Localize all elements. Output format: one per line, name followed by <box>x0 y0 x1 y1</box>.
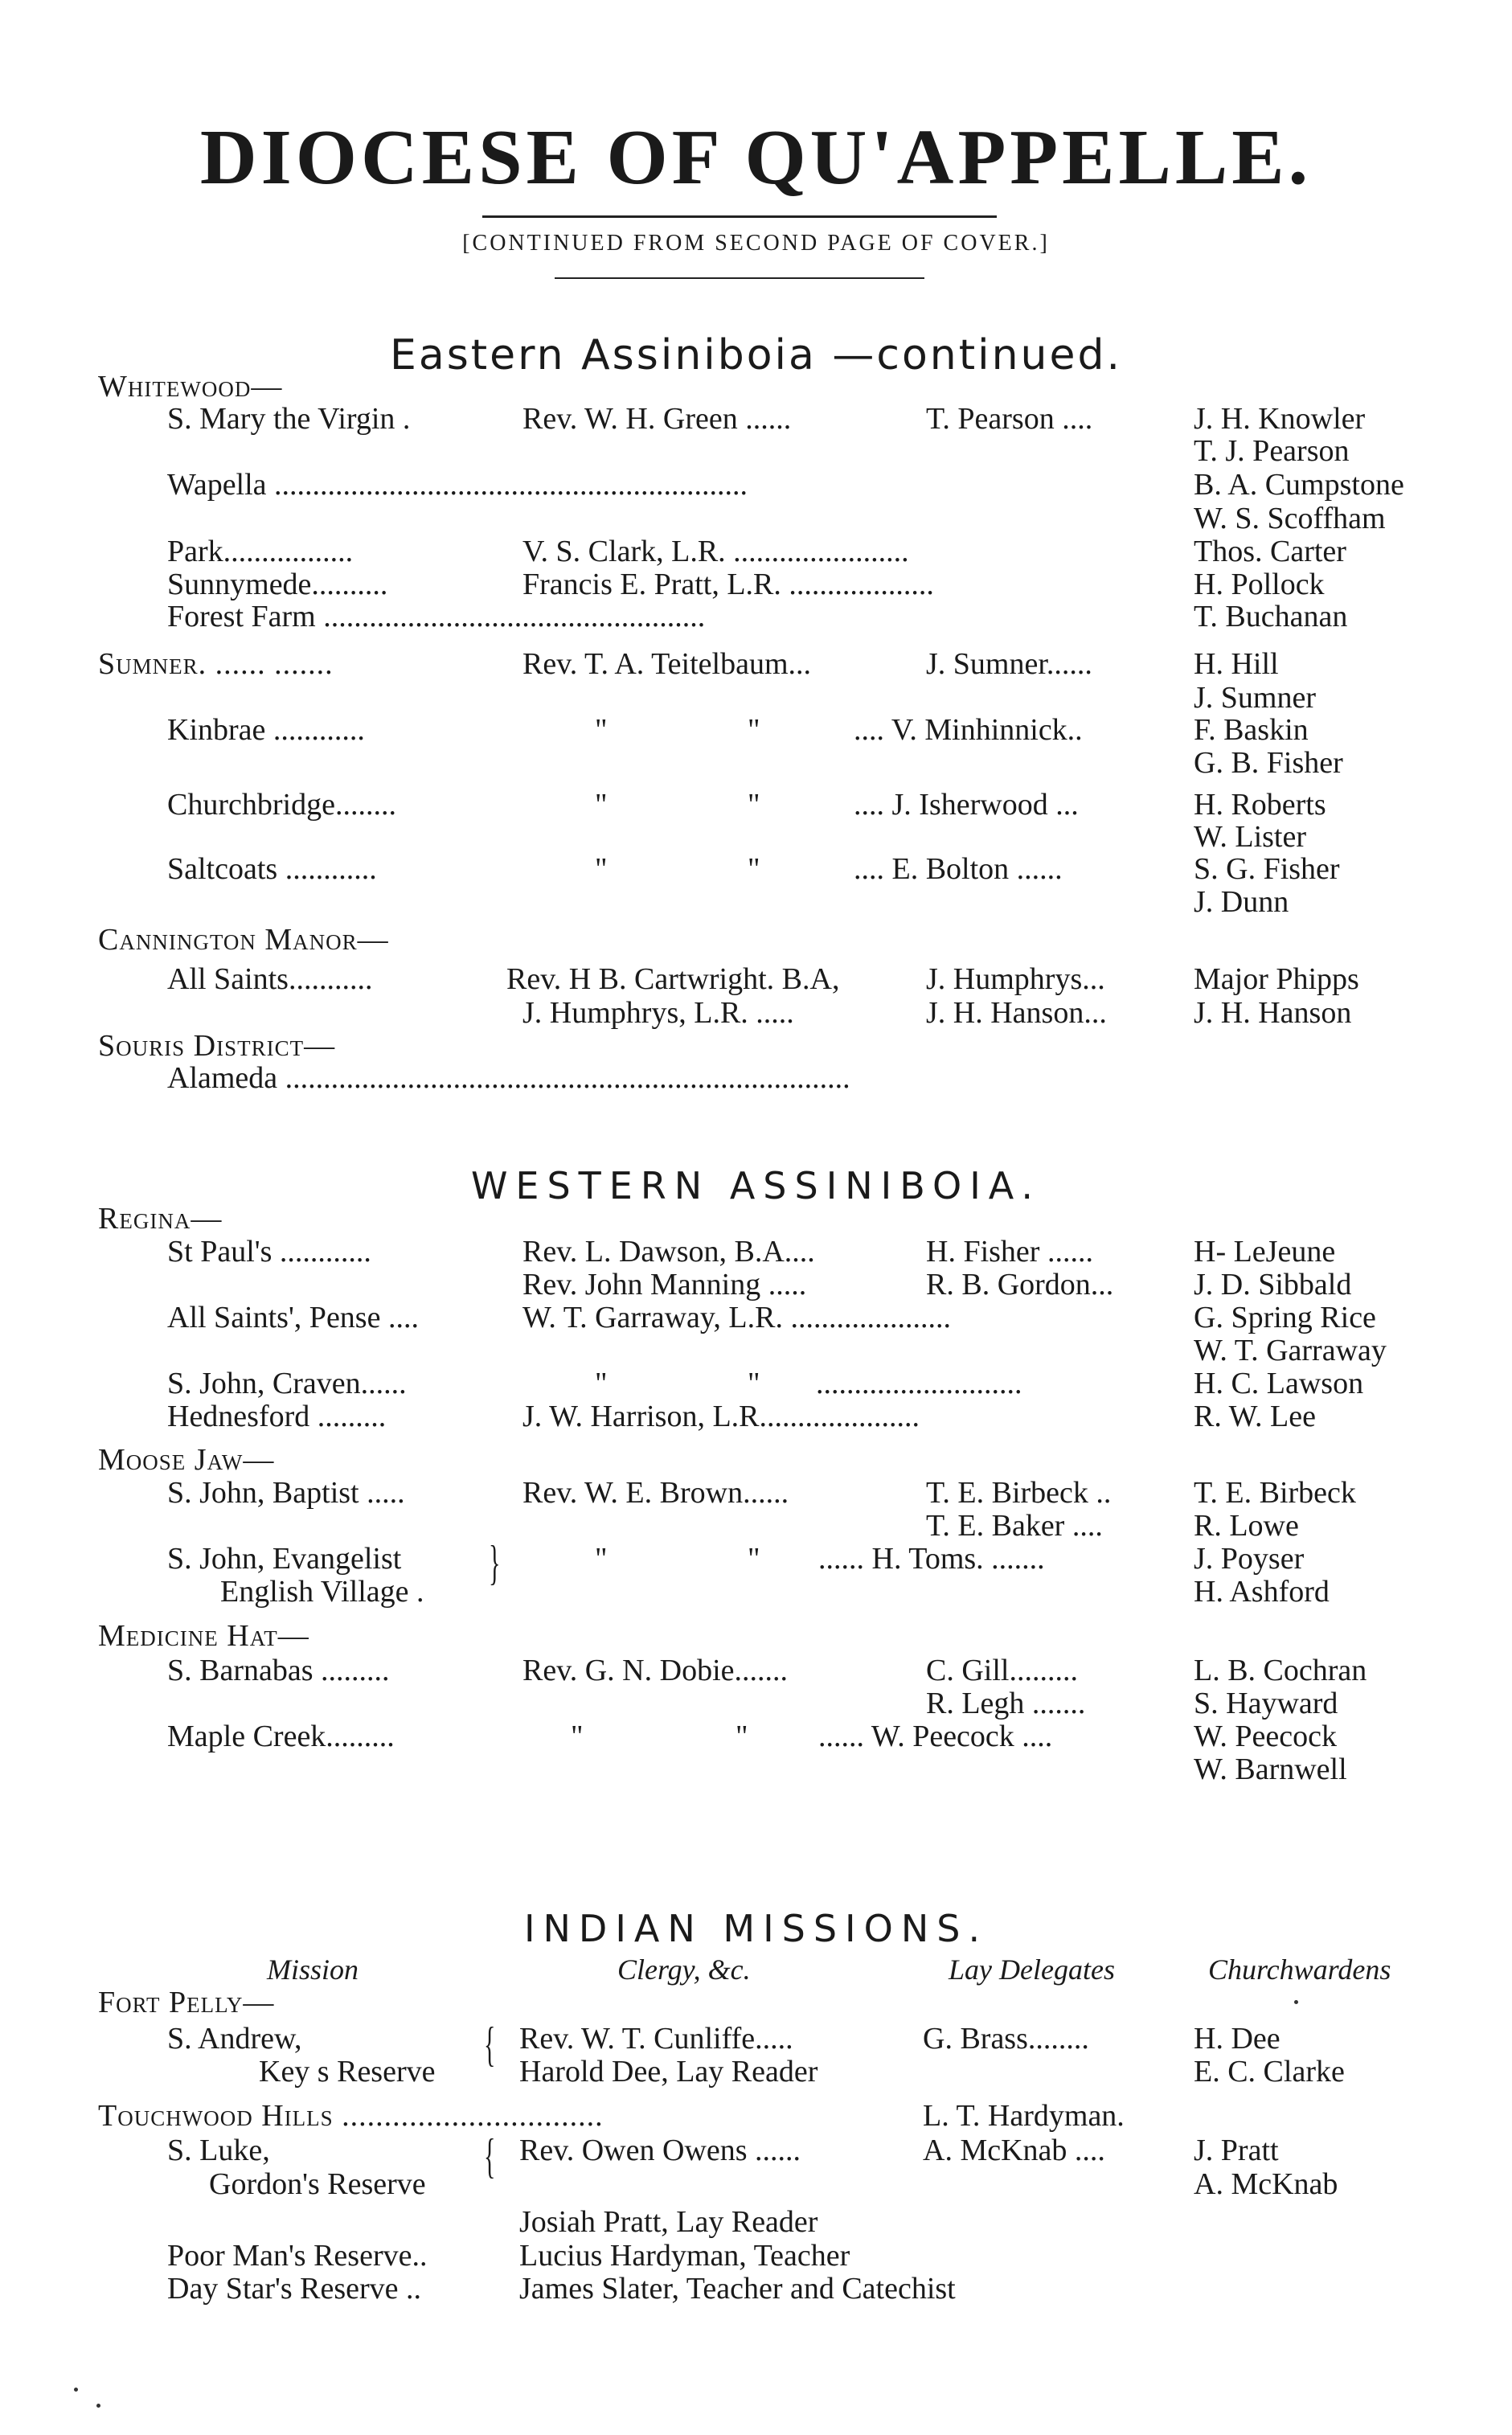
warden-hanson: J. H. Hanson <box>1194 996 1352 1030</box>
brace: } <box>489 1536 501 1589</box>
warden-english-village: H. Ashford <box>1194 1575 1330 1609</box>
section-western-heading: WESTERN ASSINIBOIA. <box>470 1164 1042 1207</box>
warden-saltcoats-1: S. G. Fisher <box>1194 852 1340 886</box>
mission-gordons-reserve: Gordon's Reserve <box>209 2167 426 2201</box>
lay-evangelist: ...... H. Toms. ....... <box>818 1542 1045 1576</box>
district-fort-pelly: Fort Pelly— <box>98 1986 275 2019</box>
warden-churchbridge-2: W. Lister <box>1194 820 1307 854</box>
parish-sunnymede: Sunnymede.......... <box>167 568 388 601</box>
parish-craven: S. John, Craven...... <box>167 1367 407 1400</box>
ditto-mark: " <box>595 1367 608 1400</box>
parish-all-saints-pense: All Saints', Pense .... <box>167 1301 419 1334</box>
warden-baptist-2: R. Lowe <box>1194 1509 1299 1543</box>
clergy-sumner: Rev. T. A. Teitelbaum... <box>522 647 811 681</box>
lay-saltcoats: .... E. Bolton ...... <box>854 852 1063 886</box>
lay-touchwood: L. T. Hardyman. <box>923 2099 1125 2133</box>
warden-wapella-1: B. A. Cumpstone <box>1194 468 1404 502</box>
lay-churchbridge: .... J. Isherwood ... <box>854 788 1079 822</box>
warden-s-andrew: H. Dee <box>1194 2022 1280 2056</box>
parish-all-saints: All Saints........... <box>167 962 373 996</box>
clergy-hednesford: J. W. Harrison, L.R..................... <box>522 1400 920 1433</box>
district-touchwood-hills: Touchwood Hills ............................... <box>98 2099 604 2133</box>
leader-dots: ........................... <box>816 1367 1022 1400</box>
warden-wapella-2: W. S. Scoffham <box>1194 502 1386 535</box>
district-sumner: Sumner. ...... ....... <box>98 647 334 681</box>
print-speck <box>96 2404 100 2408</box>
parish-kinbrae: Kinbrae ............ <box>167 713 365 747</box>
lay-all-saints: J. Humphrys... <box>926 962 1105 996</box>
parish-maple-creek: Maple Creek......... <box>167 1720 395 1753</box>
warden-sunnymede: H. Pollock <box>1194 568 1325 601</box>
print-speck <box>74 2388 78 2392</box>
lay-baptist-1: T. E. Birbeck .. <box>926 1476 1112 1510</box>
warden-s-luke: J. Pratt <box>1194 2134 1279 2167</box>
lay-gordon: R. B. Gordon... <box>926 1268 1114 1302</box>
ditto-mark: " <box>748 788 760 822</box>
parish-churchbridge: Churchbridge........ <box>167 788 396 822</box>
continued-note: [CONTINUED FROM SECOND PAGE OF COVER.] <box>462 231 1050 256</box>
clergy-humphrys: J. Humphrys, L.R. ..... <box>522 996 794 1030</box>
clergy-s-luke: Rev. Owen Owens ...... <box>519 2134 801 2167</box>
parish-saltcoats: Saltcoats ............ <box>167 852 377 886</box>
lay-kinbrae: .... V. Minhinnick.. <box>854 713 1083 747</box>
print-speck <box>1294 2000 1298 2004</box>
warden-pense-2: W. T. Garraway <box>1194 1334 1387 1367</box>
parish-s-barnabas: S. Barnabas ......... <box>167 1654 390 1687</box>
ditto-mark: " <box>595 1542 608 1576</box>
parish-english-village: English Village . <box>220 1575 424 1609</box>
ditto-mark: " <box>748 1542 760 1576</box>
warden-forest-farm: T. Buchanan <box>1194 600 1348 633</box>
lay-barnabas-1: C. Gill......... <box>926 1654 1078 1687</box>
ditto-mark: " <box>571 1720 584 1753</box>
warden-churchbridge-1: H. Roberts <box>1194 788 1326 822</box>
clergy-all-saints: Rev. H B. Cartwright. B.A, <box>506 962 840 996</box>
lay-st-pauls: H. Fisher ...... <box>926 1235 1093 1269</box>
clergy-s-mary: Rev. W. H. Green ...... <box>522 402 792 436</box>
ditto-mark: " <box>595 788 608 822</box>
warden-sumner-2: J. Sumner <box>1194 681 1316 715</box>
warden-saltcoats-2: J. Dunn <box>1194 885 1289 919</box>
warden-all-saints: Major Phipps <box>1194 962 1359 996</box>
clergy-park: V. S. Clark, L.R. ....................... <box>522 535 909 568</box>
title-rule-top <box>482 215 997 218</box>
column-header-mission: Mission <box>267 1953 359 1986</box>
warden-maple-creek-1: W. Peecock <box>1194 1720 1337 1753</box>
district-souris: Souris District— <box>98 1029 336 1063</box>
clergy-josiah-pratt: Josiah Pratt, Lay Reader <box>519 2205 818 2239</box>
lay-hanson: J. H. Hanson... <box>926 996 1107 1030</box>
title-rule-bottom <box>555 277 924 279</box>
warden-baptist-1: T. E. Birbeck <box>1194 1476 1356 1510</box>
brace: { <box>484 2130 496 2183</box>
warden-evangelist: J. Poyser <box>1194 1542 1305 1576</box>
warden-kinbrae-2: G. B. Fisher <box>1194 746 1343 780</box>
warden-hednesford: R. W. Lee <box>1194 1400 1316 1433</box>
warden-st-pauls: H- LeJeune <box>1194 1235 1336 1269</box>
warden-maple-creek-2: W. Barnwell <box>1194 1752 1347 1786</box>
warden-park: Thos. Carter <box>1194 535 1346 568</box>
warden-keys-reserve: E. C. Clarke <box>1194 2055 1345 2089</box>
lay-baptist-2: T. E. Baker .... <box>926 1509 1103 1543</box>
clergy-s-andrew: Rev. W. T. Cunliffe..... <box>519 2022 793 2056</box>
district-regina: Regina— <box>98 1202 223 1236</box>
lay-sumner: J. Sumner...... <box>926 647 1092 681</box>
column-header-churchwardens: Churchwardens <box>1208 1953 1391 1986</box>
clergy-baptist: Rev. W. E. Brown...... <box>522 1476 789 1510</box>
district-moose-jaw: Moose Jaw— <box>98 1443 275 1477</box>
lay-s-luke: A. McKnab .... <box>923 2134 1105 2167</box>
parish-s-mary: S. Mary the Virgin . <box>167 402 411 436</box>
warden-sumner-1: H. Hill <box>1194 647 1279 681</box>
mission-keys-reserve: Key s Reserve <box>259 2055 436 2089</box>
lay-s-andrew: G. Brass........ <box>923 2022 1089 2056</box>
brace: { <box>484 2018 496 2071</box>
ditto-mark: " <box>748 1367 760 1400</box>
district-medicine-hat: Medicine Hat— <box>98 1619 309 1653</box>
mission-day-stars-reserve: Day Star's Reserve .. <box>167 2272 422 2306</box>
warden-s-mary-2: T. J. Pearson <box>1194 434 1350 468</box>
clergy-sunnymede: Francis E. Pratt, L.R. ................... <box>522 568 934 601</box>
parish-forest-farm: Forest Farm .................................................. <box>167 600 706 633</box>
mission-s-luke: S. Luke, <box>167 2134 270 2167</box>
warden-gordons-reserve: A. McKnab <box>1194 2167 1338 2201</box>
ditto-mark: " <box>595 713 608 747</box>
parish-s-john-baptist: S. John, Baptist ..... <box>167 1476 405 1510</box>
ditto-mark: " <box>595 852 608 886</box>
parish-alameda: Alameda .......................................................................... <box>167 1061 850 1095</box>
warden-s-mary-1: J. H. Knowler <box>1194 402 1366 436</box>
warden-pense-1: G. Spring Rice <box>1194 1301 1376 1334</box>
district-whitewood: Whitewood— <box>98 370 283 404</box>
parish-s-john-evangelist: S. John, Evangelist <box>167 1542 402 1576</box>
parish-park: Park................. <box>167 535 354 568</box>
district-cannington-manor: Cannington Manor— <box>98 923 389 957</box>
page-title: DIOCESE OF QU'APPELLE. <box>199 114 1313 201</box>
warden-craven: H. C. Lawson <box>1194 1367 1364 1400</box>
mission-s-andrew: S. Andrew, <box>167 2022 302 2056</box>
section-indian-heading: INDIAN MISSIONS. <box>523 1907 989 1950</box>
column-header-clergy: Clergy, &c. <box>617 1953 751 1986</box>
section-eastern-heading: Eastern Assiniboia —continued. <box>389 331 1123 379</box>
lay-barnabas-2: R. Legh ....... <box>926 1687 1086 1720</box>
mission-poor-mans-reserve: Poor Man's Reserve.. <box>167 2239 428 2273</box>
column-header-lay-delegates: Lay Delegates <box>949 1953 1115 1986</box>
ditto-mark: " <box>736 1720 748 1753</box>
warden-barnabas-2: S. Hayward <box>1194 1687 1338 1720</box>
clergy-pense: W. T. Garraway, L.R. ..................... <box>522 1301 951 1334</box>
warden-barnabas-1: L. B. Cochran <box>1194 1654 1367 1687</box>
parish-st-pauls: St Paul's ............ <box>167 1235 371 1269</box>
clergy-st-pauls: Rev. L. Dawson, B.A.... <box>522 1235 815 1269</box>
ditto-mark: " <box>748 713 760 747</box>
clergy-manning: Rev. John Manning ..... <box>522 1268 807 1302</box>
clergy-day-stars-reserve: James Slater, Teacher and Catechist <box>519 2272 956 2306</box>
lay-maple-creek: ...... W. Peecock .... <box>818 1720 1053 1753</box>
warden-sibbald: J. D. Sibbald <box>1194 1268 1352 1302</box>
clergy-keys-reserve: Harold Dee, Lay Reader <box>519 2055 818 2089</box>
lay-s-mary: T. Pearson .... <box>926 402 1093 436</box>
ditto-mark: " <box>748 852 760 886</box>
parish-wapella: Wapella .............................................................. <box>167 468 748 502</box>
parish-hednesford: Hednesford ......... <box>167 1400 387 1433</box>
clergy-poor-mans-reserve: Lucius Hardyman, Teacher <box>519 2239 850 2273</box>
clergy-barnabas: Rev. G. N. Dobie....... <box>522 1654 788 1687</box>
warden-kinbrae-1: F. Baskin <box>1194 713 1309 747</box>
